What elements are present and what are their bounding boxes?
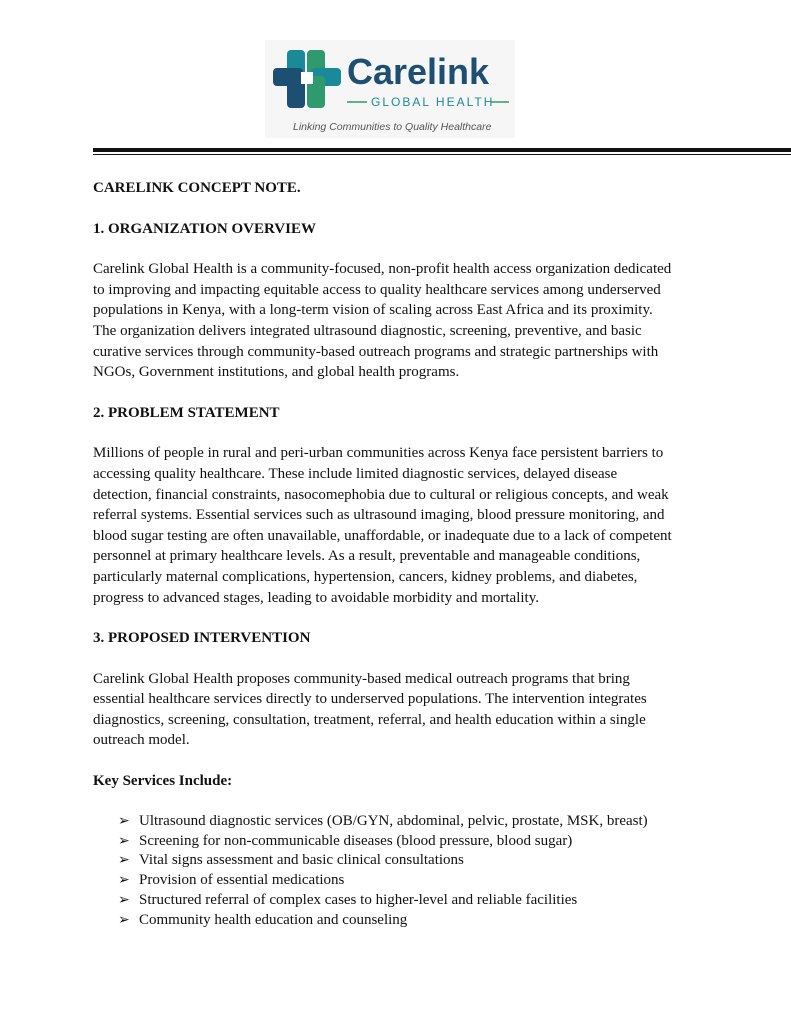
- organization-overview-paragraph: [93, 259, 693, 383]
- problem-line: accessing quality healthcare. These include limited diagnostic services, delayed disease: [93, 465, 618, 482]
- intervention-line: essential healthcare services directly to underserved populations. The intervention integrates: [93, 691, 647, 708]
- problem-line: Millions of people in rural and peri-urban communities across Kenya face persistent barriers to: [93, 445, 664, 462]
- arrow-bullet-icon: ➢: [118, 872, 130, 889]
- carelink-logo-mark: [265, 40, 515, 138]
- key-services-list: [93, 812, 693, 931]
- service-text: Screening for non-communicable diseases (blood pressure, blood sugar): [139, 832, 573, 849]
- overview-line: The organization delivers integrated ultrasound diagnostic, screening, preventive, and basic: [93, 322, 642, 339]
- list-item: [118, 891, 693, 911]
- intervention-line: Carelink Global Health proposes community-based medical outreach programs that bring: [93, 670, 630, 687]
- arrow-bullet-icon: ➢: [118, 912, 130, 929]
- document-title: CARELINK CONCEPT NOTE.: [93, 180, 301, 196]
- arrow-bullet-icon: ➢: [118, 812, 130, 829]
- overview-line: NGOs, Government institutions, and global health programs.: [93, 364, 460, 381]
- intervention-line: diagnostics, screening, consultation, treatment, referral, and health education within a single: [93, 711, 646, 728]
- problem-line: detection, financial constraints, nasocomephobia due to cultural or religious concepts, and weak: [93, 486, 669, 503]
- proposed-intervention-paragraph: [93, 669, 693, 751]
- intervention-line: outreach model.: [93, 732, 190, 749]
- key-services-heading: Key Services Include:: [93, 773, 233, 790]
- arrow-bullet-icon: ➢: [118, 852, 130, 869]
- problem-line: particularly maternal complications, hypertension, cancers, kidney problems, and diabetes,: [93, 568, 638, 585]
- problem-line: referral systems. Essential services such as ultrasound imaging, blood pressure monitoring, and: [93, 507, 665, 524]
- list-item: [118, 911, 693, 931]
- service-text: Ultrasound diagnostic services (OB/GYN, abdominal, pelvic, prostate, MSK, breast): [139, 812, 648, 829]
- section-heading-organization-overview: 1. ORGANIZATION OVERVIEW: [93, 220, 316, 237]
- list-item: [118, 812, 693, 832]
- carelink-logo: [265, 40, 515, 138]
- list-item: [118, 851, 693, 871]
- svg-text:Linking Communities to Quality: Linking Communities to Quality Healthcare: [293, 121, 492, 133]
- arrow-bullet-icon: ➢: [118, 892, 130, 909]
- overview-line: curative services through community-based outreach programs and strategic partnerships with: [93, 343, 659, 360]
- document-body: [93, 178, 693, 931]
- problem-line: personnel at primary healthcare levels. As a result, preventable and manageable conditions,: [93, 548, 641, 565]
- list-item: [118, 871, 693, 891]
- problem-line: blood sugar testing are often unavailable, unaffordable, or inadequate due to a lack of competent: [93, 527, 672, 544]
- header-divider-thick: [93, 148, 791, 152]
- svg-text:GLOBAL HEALTH: GLOBAL HEALTH: [371, 95, 495, 109]
- arrow-bullet-icon: ➢: [118, 832, 130, 849]
- section-heading-proposed-intervention: 3. PROPOSED INTERVENTION: [93, 630, 311, 647]
- list-item: [118, 832, 693, 852]
- overview-line: to improving and impacting equitable access to quality healthcare services among underserved: [93, 281, 661, 298]
- problem-line: progress to advanced stages, leading to avoidable morbidity and mortality.: [93, 589, 539, 606]
- overview-line: populations in Kenya, with a long-term vision of scaling across East Africa and its proximity.: [93, 302, 653, 319]
- header-divider-thin: [93, 154, 791, 155]
- service-text: Provision of essential medications: [139, 872, 345, 889]
- service-text: Vital signs assessment and basic clinical consultations: [139, 852, 464, 869]
- overview-line: Carelink Global Health is a community-focused, non-profit health access organization dedicated: [93, 261, 672, 278]
- problem-statement-paragraph: [93, 443, 693, 608]
- svg-text:Carelink: Carelink: [347, 51, 490, 92]
- service-text: Structured referral of complex cases to higher-level and reliable facilities: [139, 892, 578, 909]
- section-heading-problem-statement: 2. PROBLEM STATEMENT: [93, 404, 280, 421]
- service-text: Community health education and counseling: [139, 912, 408, 929]
